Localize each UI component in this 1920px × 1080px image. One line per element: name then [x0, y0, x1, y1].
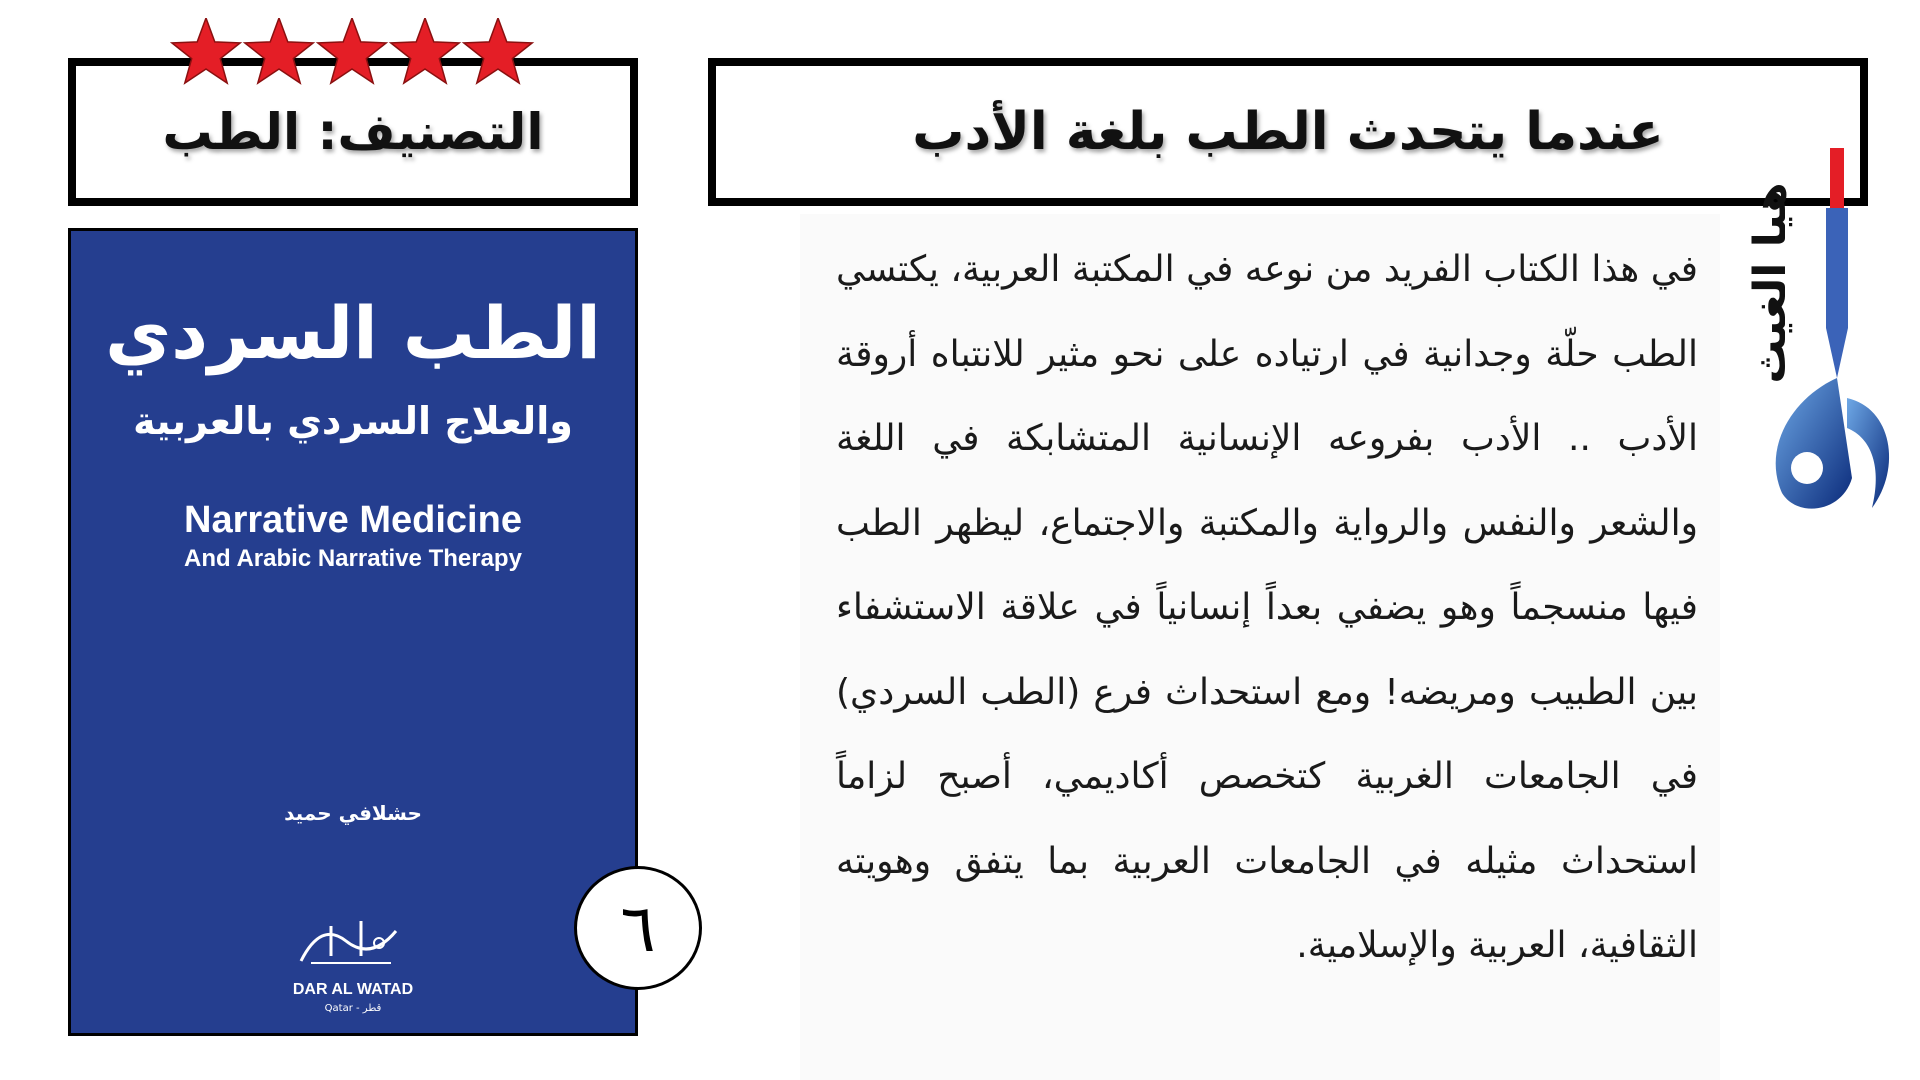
star-icon	[245, 18, 313, 83]
cover-title-en: Narrative Medicine	[184, 499, 522, 541]
book-description: في هذا الكتاب الفريد من نوعه في المكتبة العربية، يكتسي الطب حلّة وجدانية في ارتياده على نحو مثير للانتباه أروقة الأدب .. الأدب بفروعه الإنسانية المتشابكة في اللغة والشعر والنفس والرواية والمكتبة والاجتماع، ليظهر الطب فيها منسجماً وهو يضفي بعداً إنسانياً في علاقة الاستشفاء بين الطبيب ومريضه! ومع استحداث فرع (الطب السردي) في الجامعات الغربية كتخصص أكاديمي، أصبح لزاماً استحداث مثيله في الجامعات العربية بما يتفق وهويته الثقافية، العربية والإسلامية.	[836, 249, 1698, 966]
cover-subtitle-en: And Arabic Narrative Therapy	[184, 545, 522, 572]
cover-author: حشلافي حميد	[284, 801, 422, 825]
publisher-logo-icon	[291, 911, 411, 971]
article-title: عندما يتحدث الطب بلغة الأدب	[912, 102, 1664, 162]
brand-name	[1730, 168, 1840, 398]
brand-name-text: هيا الغيث	[1745, 182, 1796, 384]
rating-stars	[170, 18, 535, 90]
category-label: التصنيف: الطب	[162, 103, 544, 161]
star-icon	[464, 18, 532, 83]
book-cover	[68, 228, 638, 1036]
cover-title-ar: الطب السردي	[105, 291, 601, 375]
title-box	[708, 58, 1868, 206]
star-icon	[172, 18, 240, 83]
star-icon	[318, 18, 386, 83]
publisher-location: Qatar - قطر	[324, 1003, 382, 1014]
star-icon	[391, 18, 459, 83]
item-number-badge: ٦	[574, 866, 702, 990]
publisher-name: DAR AL WATAD	[292, 981, 414, 998]
cover-subtitle-ar: والعلاج السردي بالعربية	[133, 399, 573, 443]
